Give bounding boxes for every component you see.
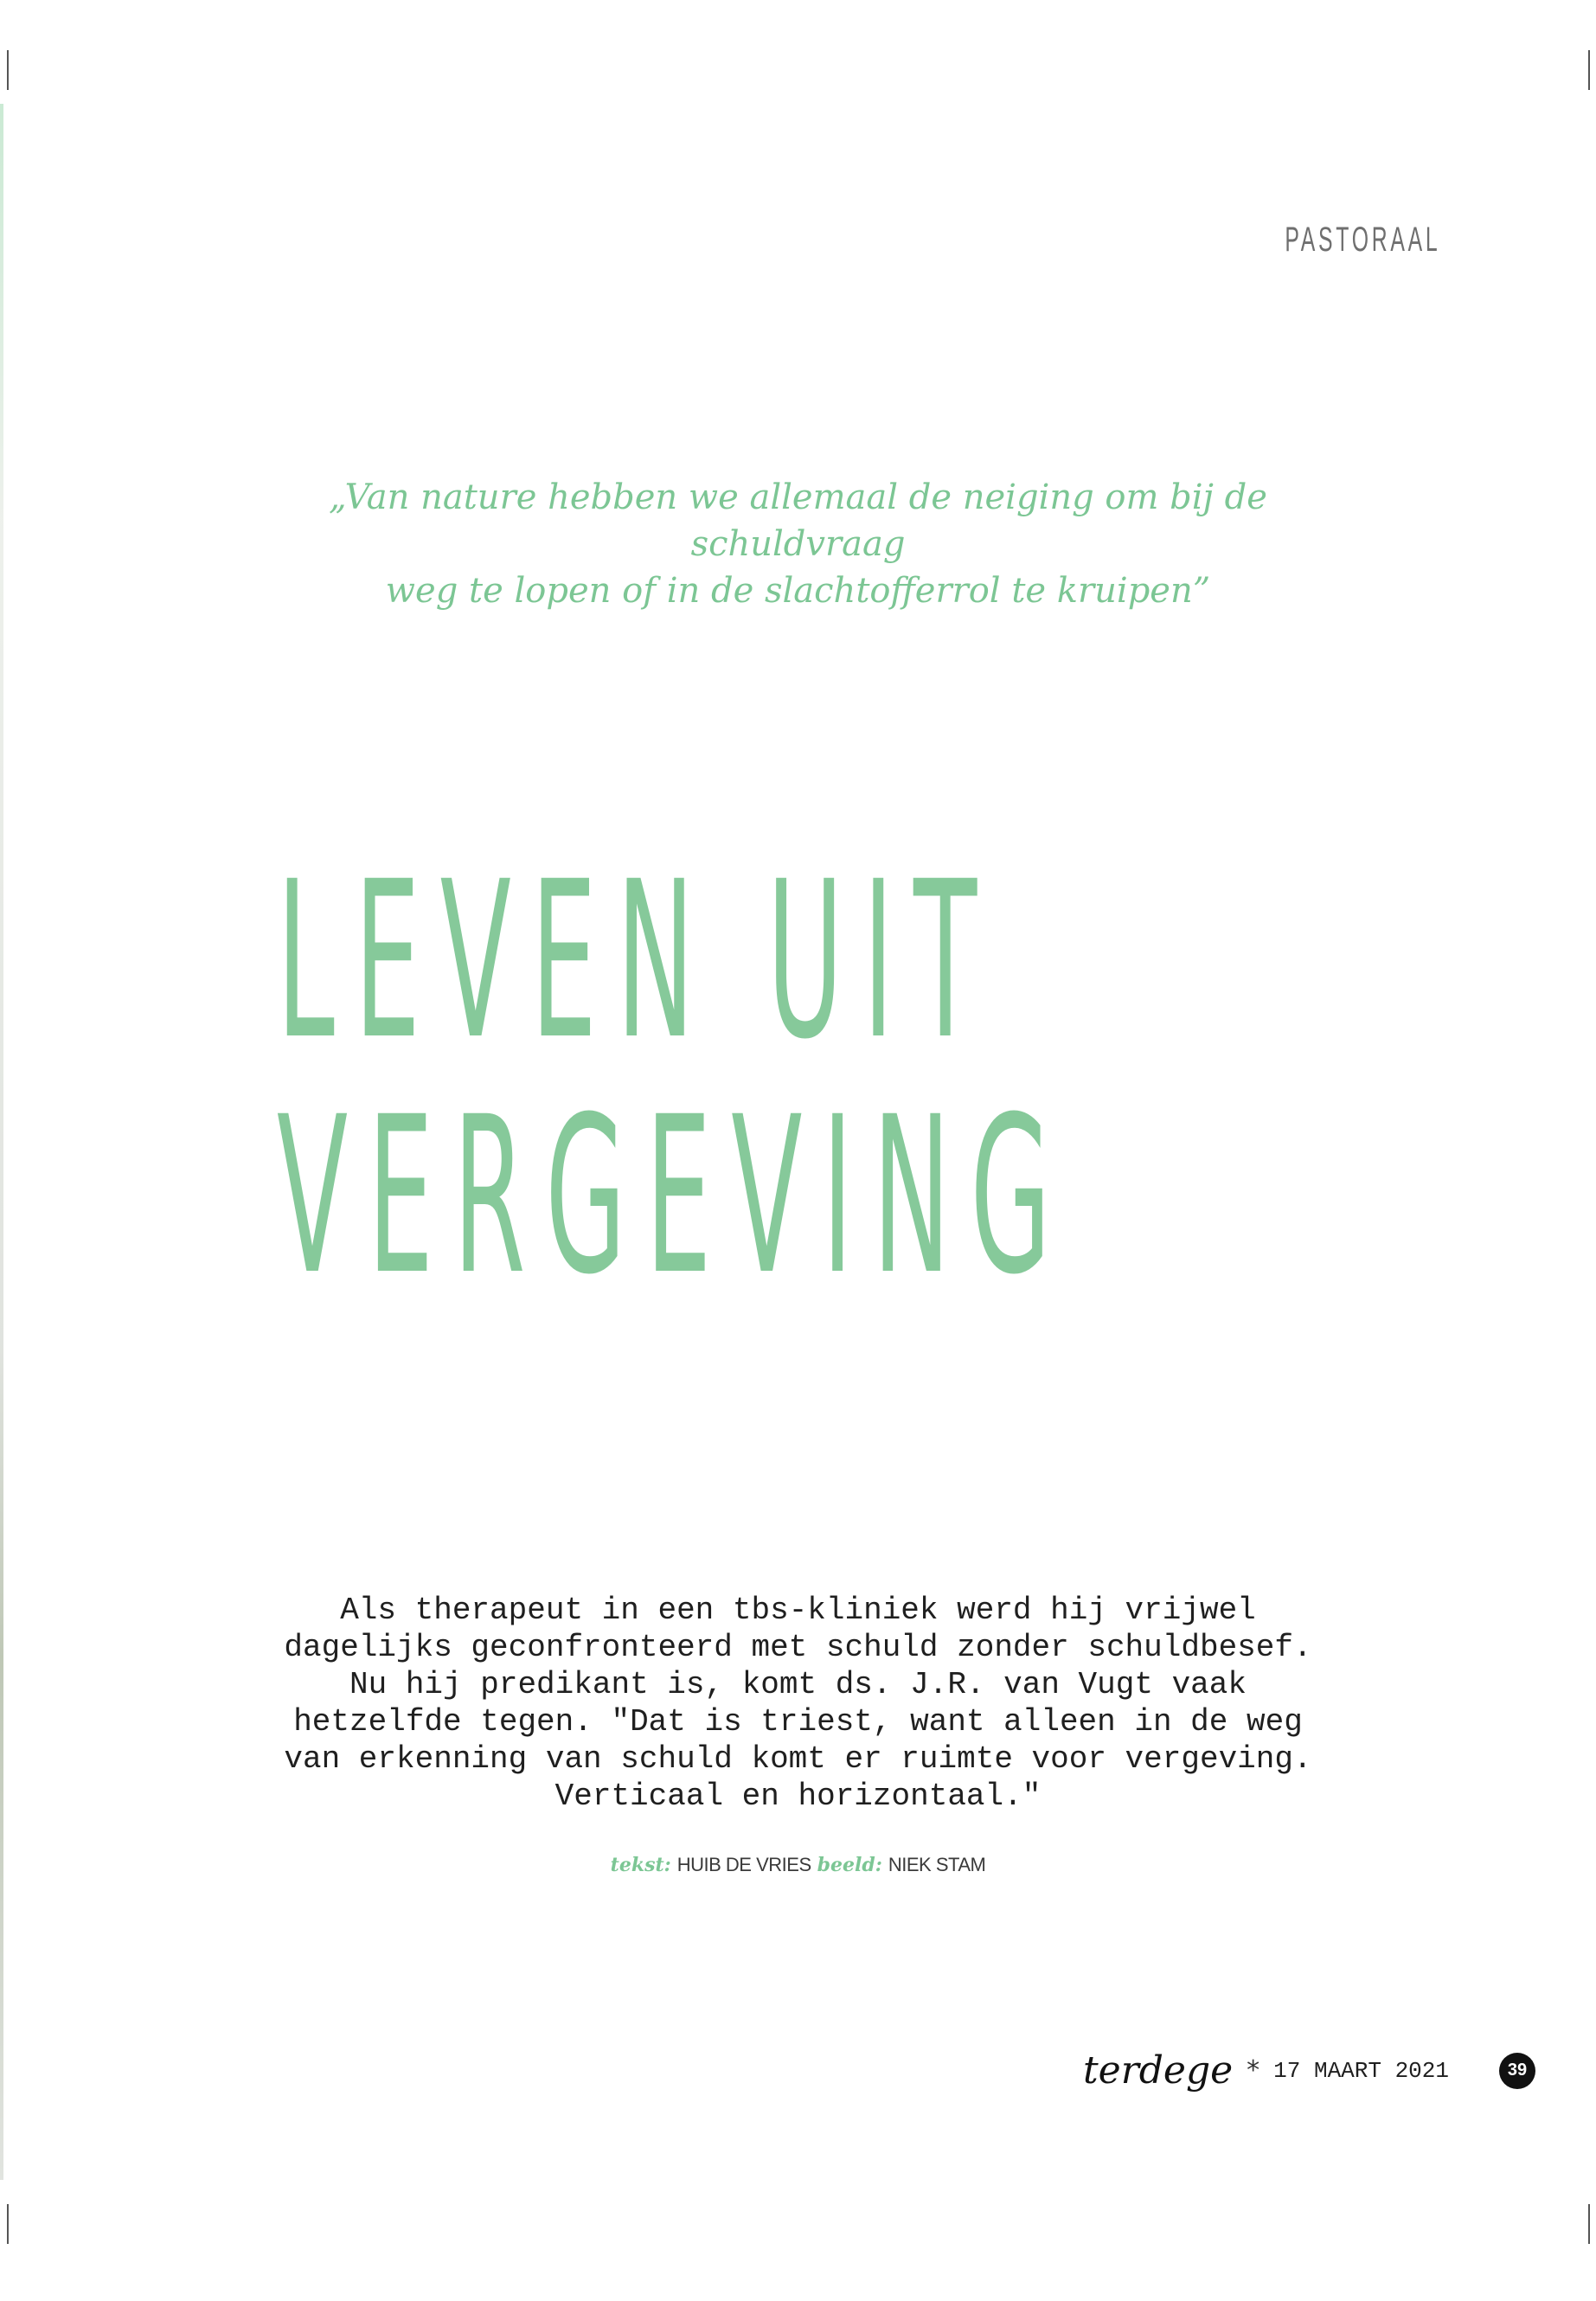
pull-quote: [260, 474, 1336, 614]
crop-mark-bottom-left: [7, 2204, 9, 2244]
headline-line-1: LEVEN UIT: [277, 835, 997, 1086]
headline-line-2: VERGEVING: [277, 1070, 1071, 1322]
text-credit-author: HUIB DE VRIES: [676, 1854, 811, 1875]
crop-mark-top-right: [1588, 50, 1590, 90]
page-footer: [1083, 2048, 1535, 2093]
pull-quote-line-1: „Van nature hebben we allemaal de neiging om bij de schuldvraag: [329, 478, 1267, 564]
crop-mark-top-left: [7, 50, 9, 90]
magazine-logo: terdege: [1082, 2048, 1234, 2093]
lead-line: van erkenning van schuld komt er ruimte voor vergeving.: [284, 1741, 1312, 1777]
lead-line: Nu hij predikant is, komt ds. J.R. van Vugt vaak: [349, 1667, 1247, 1702]
lead-line: dagelijks geconfronteerd met schuld zonder schuldbesef.: [284, 1630, 1312, 1665]
lead-line: Als therapeut in een tbs-kliniek werd hij vrijwel: [340, 1593, 1256, 1628]
page-number-badge: 39: [1499, 2053, 1535, 2089]
crop-mark-bottom-right: [1588, 2204, 1590, 2244]
section-label: PASTORAAL: [1284, 221, 1440, 259]
image-credit-author: NIEK STAM: [888, 1854, 986, 1875]
lead-line: hetzelfde tegen. "Dat is triest, want alleen in de weg: [293, 1704, 1303, 1740]
image-credit-label: beeld:: [817, 1854, 882, 1876]
issue-date: 17 MAART 2021: [1273, 2057, 1449, 2084]
text-credit-label: tekst:: [610, 1854, 671, 1876]
pull-quote-line-2: weg te lopen of in de slachtofferrol te kruipen”: [385, 571, 1211, 611]
article-headline: [277, 835, 1071, 1322]
byline-credits: [0, 1854, 1596, 1876]
lead-paragraph: [216, 1592, 1380, 1815]
asterisk-separator-icon: *: [1247, 2055, 1260, 2086]
lead-line: Verticaal en horizontaal.": [554, 1779, 1042, 1814]
